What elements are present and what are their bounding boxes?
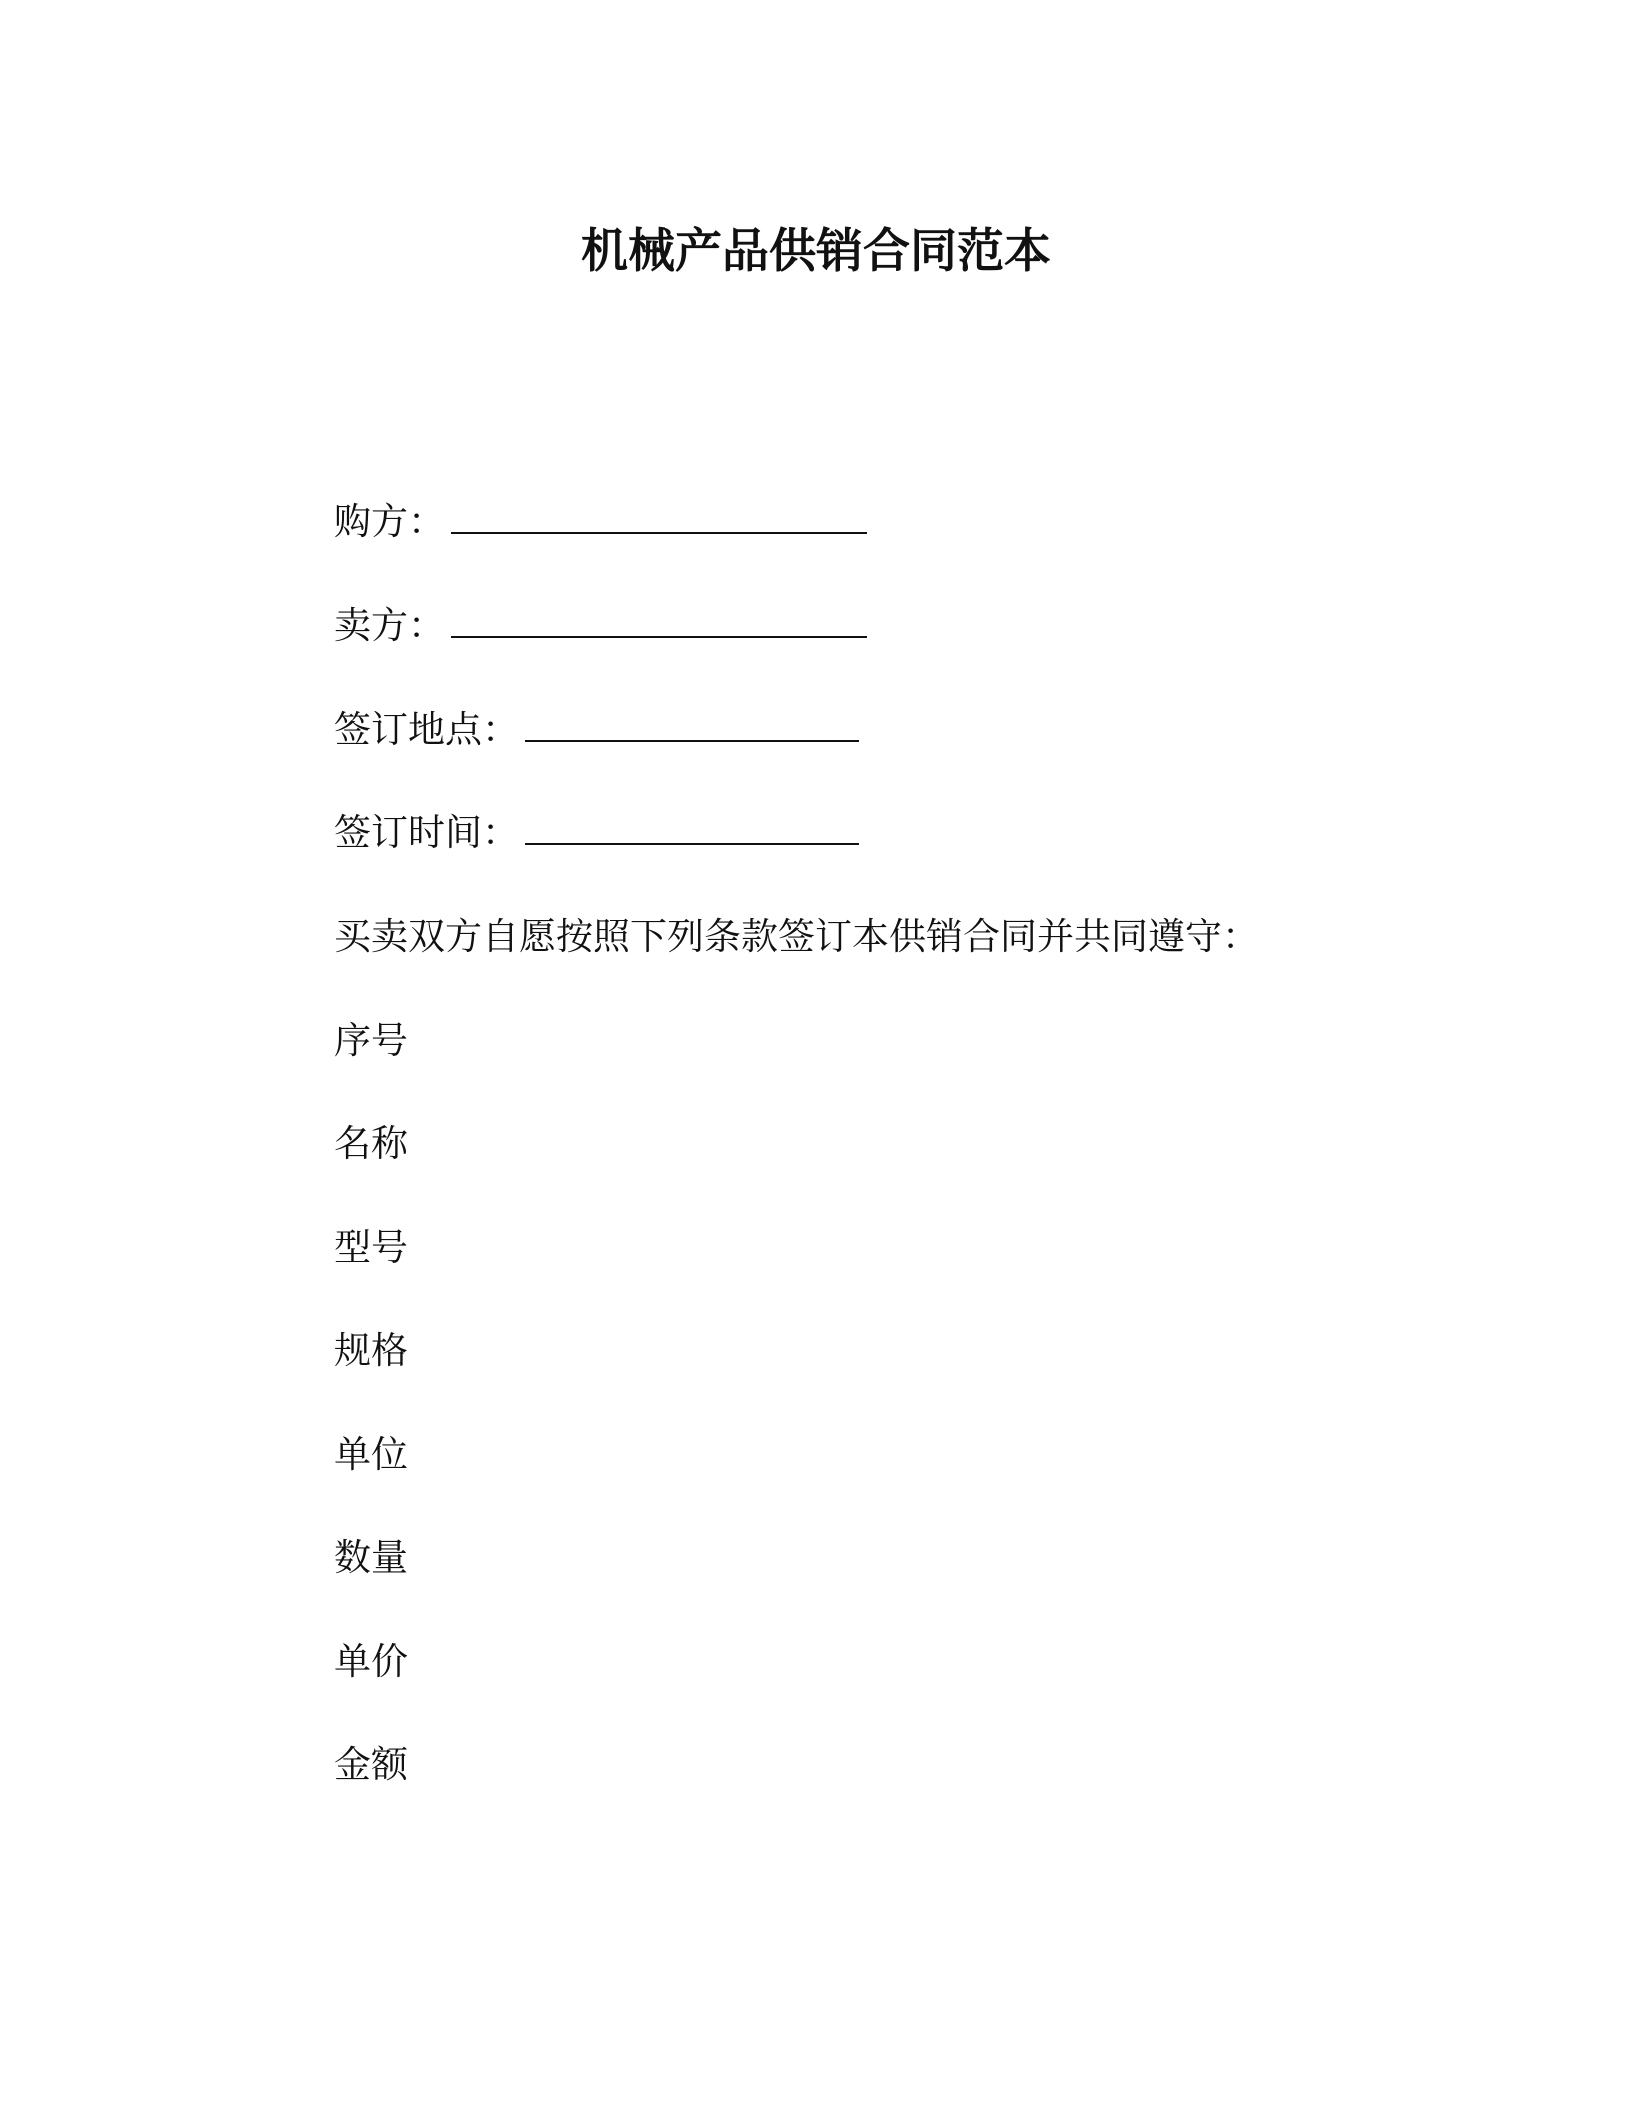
column-quantity: 数量: [334, 1536, 408, 1579]
contract-title: 机械产品供销合同范本: [581, 224, 1051, 279]
intro-paragraph: 买卖双方自愿按照下列条款签订本供销合同并共同遵守：: [334, 915, 1259, 958]
buyer-label: 购方：: [334, 500, 445, 543]
buyer-blank-line: [451, 504, 867, 534]
seller-label: 卖方：: [334, 604, 445, 647]
column-unit: 单位: [334, 1433, 408, 1476]
signing-place-label: 签订地点：: [334, 708, 519, 751]
buyer-field: [334, 497, 867, 547]
seller-field: [334, 601, 867, 651]
column-model: 型号: [334, 1226, 408, 1269]
signing-time-blank-line: [525, 815, 859, 845]
signing-time-label: 签订时间：: [334, 811, 519, 854]
signing-place-field: [334, 705, 859, 755]
column-amount: 金额: [334, 1743, 408, 1786]
column-unit-price: 单价: [334, 1640, 408, 1683]
signing-time-field: [334, 808, 859, 858]
column-specification: 规格: [334, 1329, 408, 1372]
seller-blank-line: [451, 608, 867, 638]
column-serial-number: 序号: [334, 1019, 408, 1062]
signing-place-blank-line: [525, 712, 859, 742]
column-name: 名称: [334, 1122, 408, 1165]
